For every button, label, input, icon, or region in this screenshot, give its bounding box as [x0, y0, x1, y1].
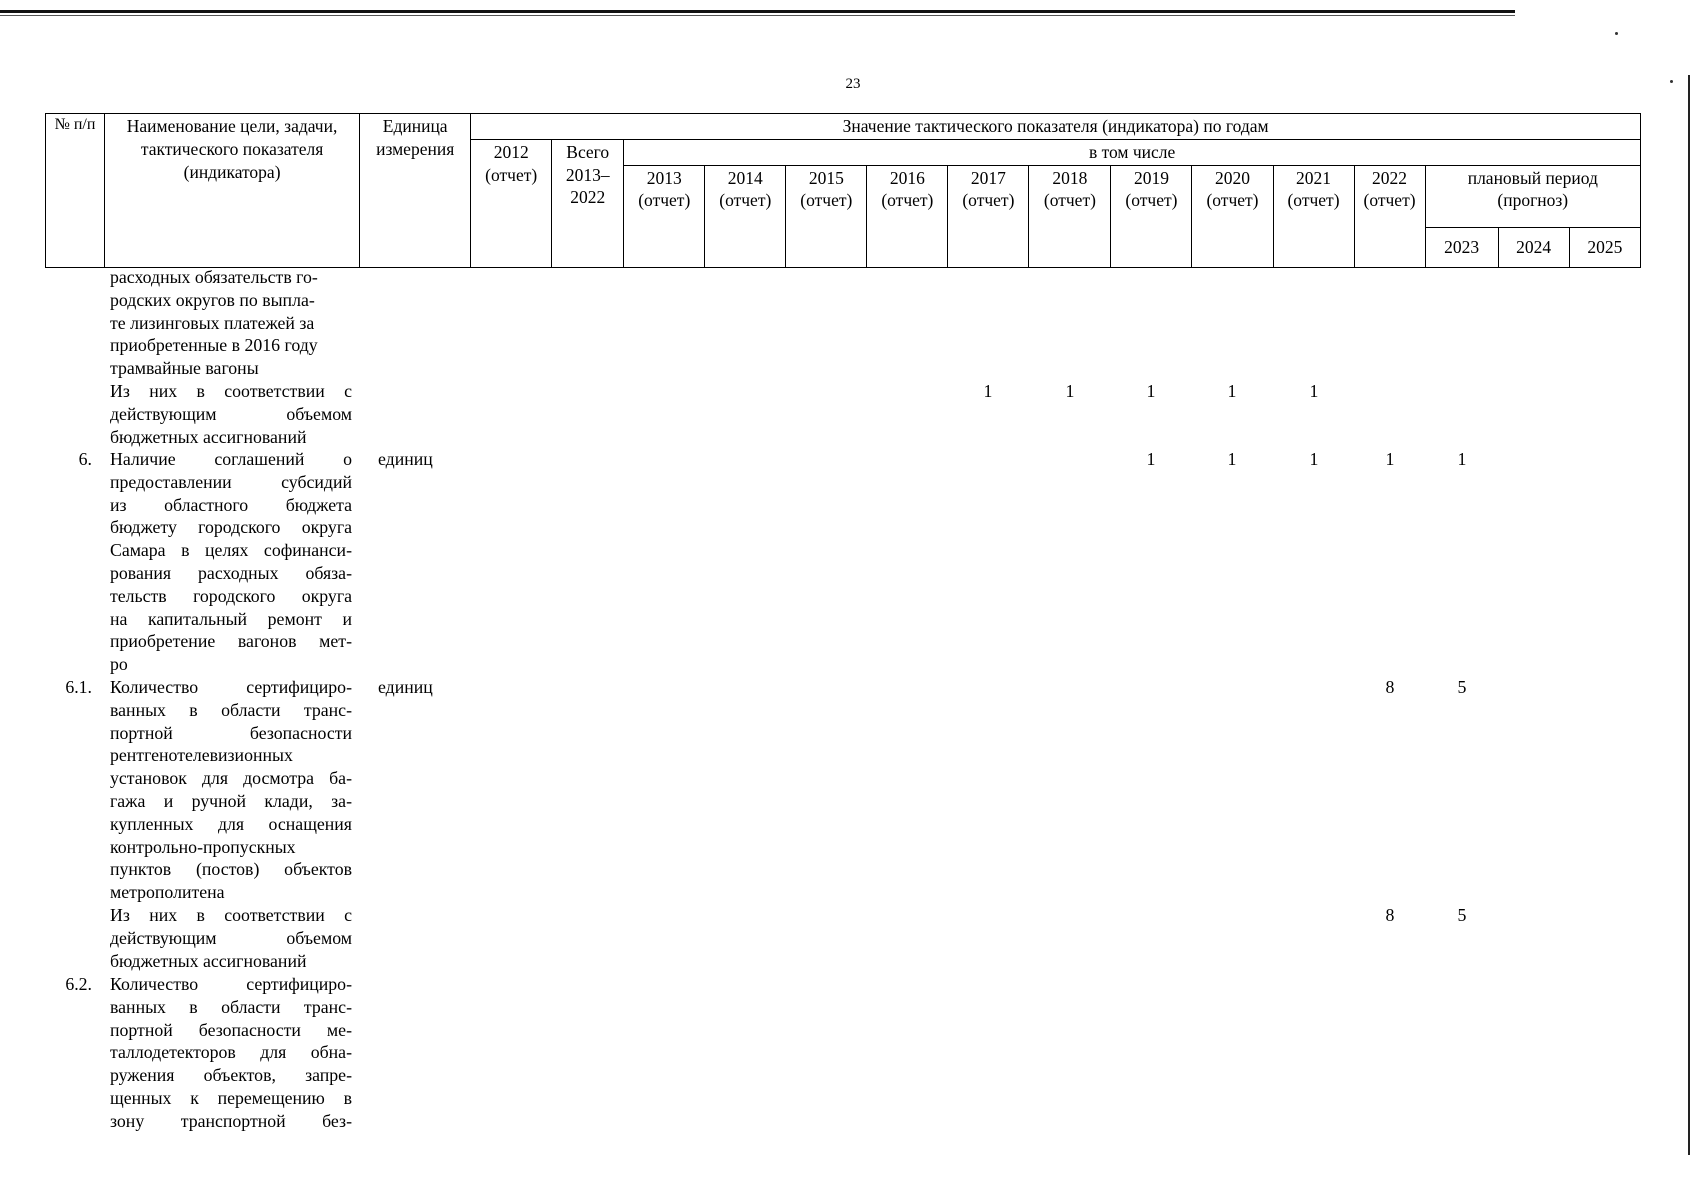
header-col-plan: плановый период (прогноз): [1425, 165, 1640, 227]
header-col-num: № п/п: [46, 114, 105, 268]
page-number: 23: [845, 76, 861, 92]
header-col-2020: 2020 (отчет): [1192, 165, 1273, 267]
row-description: Из них в соответствии с действующим объемом бюджетных ассигнований: [110, 905, 352, 971]
header-col-2015: 2015 (отчет): [786, 165, 867, 267]
value-2019: 1: [1146, 381, 1156, 401]
header-col-2022: 2022 (отчет): [1354, 165, 1425, 267]
header-col-2014: 2014 (отчет): [705, 165, 786, 267]
row-unit: единиц: [378, 449, 433, 469]
header-col-2023: 2023: [1425, 227, 1498, 267]
header-col-2021: 2021 (отчет): [1273, 165, 1354, 267]
value-2020: 1: [1227, 449, 1237, 469]
header-col-including: в том числе: [624, 139, 1641, 165]
row-description: Наличие соглашений о предоставлении субсидий из областного бюджета бюджету городского округа Самара в целях софинанси- рования расходных обяза- тельств городского округа на капитальный ремонт и приобретение вагонов мет- ро: [110, 449, 352, 675]
value-2020: 1: [1227, 381, 1237, 401]
header-col-2016: 2016 (отчет): [867, 165, 948, 267]
header-col-values: Значение тактического показателя (индикатора) по годам: [471, 114, 1641, 140]
value-2018: 1: [1065, 381, 1075, 401]
value-2023: 5: [1457, 677, 1467, 697]
row-number: 6.1.: [65, 677, 92, 697]
value-2022: 1: [1385, 449, 1395, 469]
row-description: Из них в соответствии с действующим объемом бюджетных ассигнований: [110, 381, 352, 447]
row-number: 6.2.: [65, 974, 92, 994]
header-col-total: Всего 2013– 2022: [552, 139, 624, 267]
header-col-2025: 2025: [1569, 227, 1640, 267]
row-description: Количество сертифициро- ванных в области транс- портной безопасности рентгенотелевизионных установок для досмотра ба- гажа и ручной клади, за- купленных для оснащения контрольно-пропускных пунктов (постов) объектов метрополитена: [110, 677, 352, 903]
row-number: 6.: [78, 449, 92, 469]
header-col-2018: 2018 (отчет): [1029, 165, 1111, 267]
row-description: Количество сертифициро- ванных в области транс- портной безопасности ме- таллодетекторов для обна- ружения объектов, запре- щенных к перемещению в зону транспортной без-: [110, 974, 352, 1131]
header-col-2024: 2024: [1498, 227, 1569, 267]
header-col-2019: 2019 (отчет): [1111, 165, 1192, 267]
header-col-2013: 2013 (отчет): [624, 165, 705, 267]
header-col-name: Наименование цели, задачи, тактического показателя (индикатора): [105, 114, 360, 268]
value-2022: 8: [1385, 677, 1395, 697]
row-unit: единиц: [378, 677, 433, 697]
value-2023: 5: [1457, 905, 1467, 925]
value-2017: 1: [983, 381, 993, 401]
value-2021: 1: [1309, 381, 1319, 401]
value-2022: 8: [1385, 905, 1395, 925]
row-description: расходных обязательств го- родских округов по выпла- те лизинговых платежей за приобретенные в 2016 году трамвайные вагоны: [110, 267, 318, 379]
value-2019: 1: [1146, 449, 1156, 469]
header-col-unit: Единица измерения: [360, 114, 471, 268]
value-2023: 1: [1457, 449, 1467, 469]
header-col-2012: 2012 (отчет): [471, 139, 552, 267]
value-2021: 1: [1309, 449, 1319, 469]
header-col-2017: 2017 (отчет): [948, 165, 1029, 267]
